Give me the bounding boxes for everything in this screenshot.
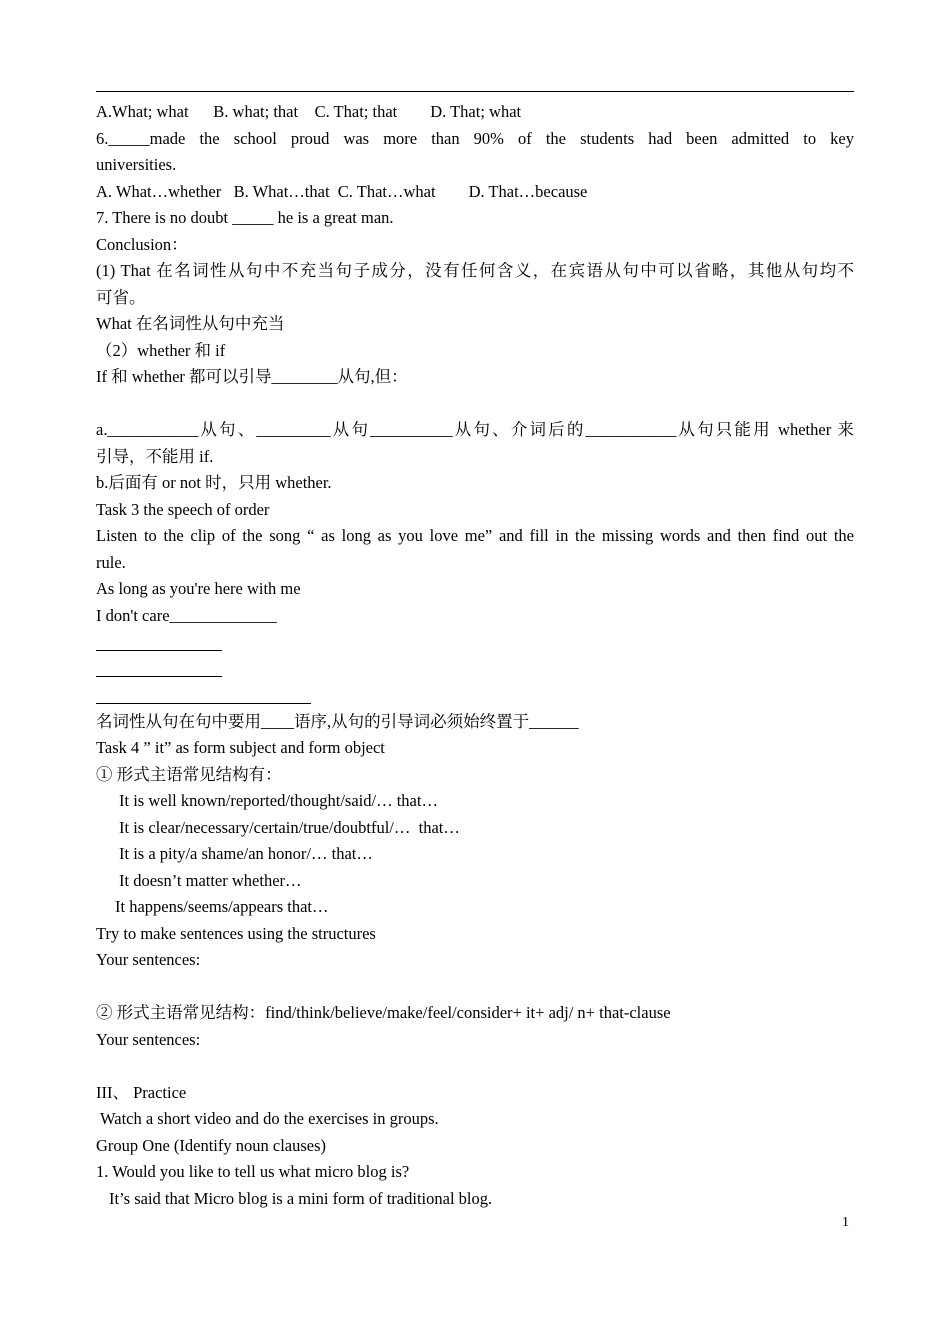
practice-q1: 1. Would you like to tell us what micro blog is? [96, 1162, 410, 1181]
conclusion-that: (1) That 在名词性从句中不充当句子成分，没有任何含义，在宾语从句中可以省略，其他从句均不 [96, 261, 854, 280]
q6-options: A. What…whether B. What…that C. That…what D. That…because [96, 181, 588, 201]
q6-stem: 6._____made the school proud was more than 90% of the students had been admitted to key [96, 128, 854, 148]
song-lyric-1: As long as you're here with me [96, 579, 301, 598]
q7-stem: 7. There is no doubt _____ he is a great man. [96, 208, 394, 227]
conclusion-rule-a: a.___________从句、_________从句__________从句、介词后的___________从句只能用 whether 来 [96, 420, 854, 439]
conclusion-what: What 在名词性从句中充当 [96, 314, 285, 333]
conclusion-if-whether-usage: If 和 whether 都可以引导________从句,但： [96, 367, 408, 386]
task3-instruction: Listen to the clip of the song “ as long as you love me” and fill in the missing words and then find out the [96, 526, 854, 545]
lyric-blank-2 [96, 656, 854, 683]
structure-3: It is a pity/a shame/an honor/… that… [119, 844, 373, 863]
task3-instruction-cont: rule. [96, 552, 126, 572]
song-lyric-2: I don't care_____________ [96, 605, 277, 625]
lyric-blank-1 [96, 629, 854, 656]
practice-heading: III、 Practice [96, 1082, 187, 1102]
conclusion-rule-a-cont: 引导，不能用 if. [96, 446, 214, 466]
header-rule [96, 91, 854, 92]
structure-5: It happens/seems/appears that… [115, 897, 329, 916]
structure-1: It is well known/reported/thought/said/… that… [119, 791, 438, 810]
conclusion-rule-b: b.后面有 or not 时，只用 whether. [96, 473, 332, 492]
your-sentences-label-1: Your sentences: [96, 950, 201, 969]
formal-object-heading: ② 形式主语常见结构：find/think/believe/make/feel/consider+ it+ adj/ n+ that-clause [96, 1003, 671, 1022]
conclusion-whether-if: （2）whether 和 if [96, 340, 226, 360]
practice-q1-answer: It’s said that Micro blog is a mini form of traditional blog. [109, 1188, 493, 1208]
structure-4: It doesn’t matter whether… [119, 870, 302, 890]
formal-subject-heading: ① 形式主语常见结构有： [96, 764, 282, 784]
lyric-blank-3 [96, 682, 854, 709]
q5-options: A.What; what B. what; that C. That; that D. That; what [96, 102, 522, 121]
document-body [96, 99, 854, 1212]
spacer [96, 1053, 854, 1080]
task4-heading: Task 4 ” it” as form subject and form object [96, 738, 385, 757]
page-number: 1 [842, 1215, 849, 1230]
q6-stem-cont: universities. [96, 155, 177, 174]
practice-instruction: Watch a short video and do the exercises in groups. [100, 1109, 439, 1128]
conclusion-heading: Conclusion： [96, 234, 188, 254]
structure-2: It is clear/necessary/certain/true/doubtful/… that… [119, 817, 460, 837]
spacer [96, 974, 854, 1001]
your-sentences-label-2: Your sentences: [96, 1029, 201, 1049]
group-one-heading: Group One (Identify noun clauses) [96, 1135, 327, 1155]
task3-heading: Task 3 the speech of order [96, 499, 270, 519]
conclusion-that-cont: 可省。 [96, 287, 146, 307]
make-sentences-instruction: Try to make sentences using the structures [96, 923, 376, 943]
word-order-rule: 名词性从句在句中要用____语序,从句的引导词必须始终置于______ [96, 711, 579, 731]
spacer [96, 391, 854, 418]
